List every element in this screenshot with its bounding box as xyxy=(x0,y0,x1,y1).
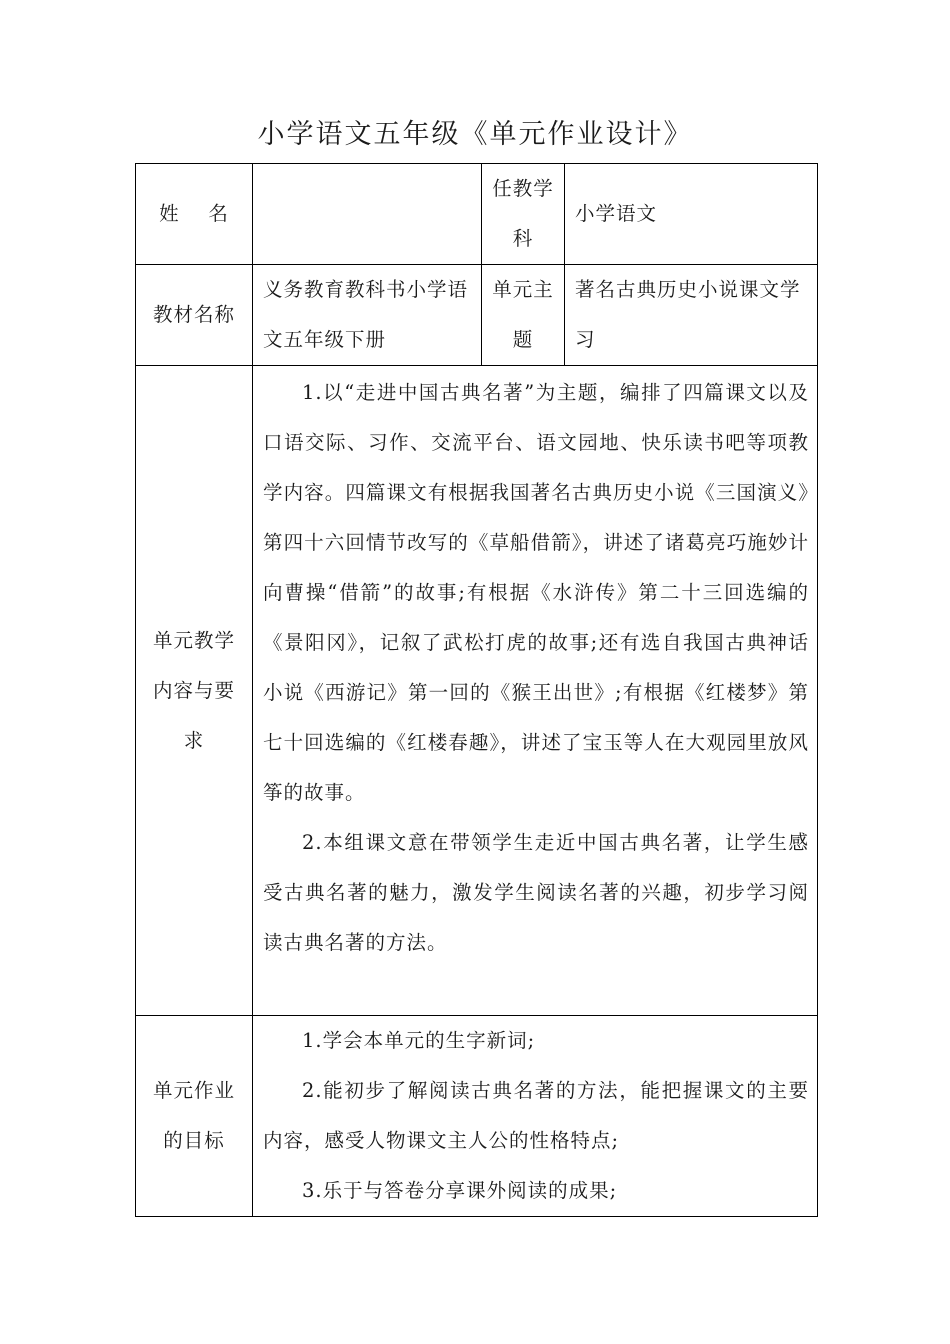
content-label: 单元教学内容与要求 xyxy=(136,366,253,1016)
goal-item-3: 3.乐于与答卷分享课外阅读的成果; xyxy=(302,1179,618,1202)
content-paragraph-1: 1.以“走进中国古典名著”为主题，编排了四篇课文以及口语交际、习作、交流平台、语文园地、快乐读书吧等项教学内容。四篇课文有根据我国著名古典历史小说《三国演义》第四十六回情节改写的《草船借箭》，讲述了诸葛亮巧施妙计向曹操“借箭”的故事;有根据《水浒传》第二十三回选编的《景阳冈》，记叙了武松打虎的故事;还有选自我国古典神话小说《西游记》第一回的《猴王出世》;有根据《红楼梦》第七十回选编的《红楼春趣》，讲述了宝玉等人在大观园里放风筝的故事。 xyxy=(263,381,809,804)
name-value[interactable] xyxy=(253,164,482,265)
content-body[interactable] xyxy=(253,366,818,1016)
content-paragraph-2: 2.本组课文意在带领学生走近中国古典名著，让学生感受古典名著的魅力，激发学生阅读名著的兴趣，初步学习阅读古典名著的方法。 xyxy=(263,831,809,954)
goal-item-2: 2.能初步了解阅读古典名著的方法，能把握课文的主要内容，感受人物课文主人公的性格特点; xyxy=(263,1079,809,1152)
row-goals xyxy=(136,1016,818,1217)
textbook-label: 教材名称 xyxy=(136,265,253,366)
row-content xyxy=(136,366,818,1016)
theme-label: 单元主题 xyxy=(482,265,565,366)
name-label: 姓 名 xyxy=(136,164,253,265)
goal-item-1: 1.学会本单元的生字新词; xyxy=(302,1029,536,1052)
textbook-value[interactable]: 义务教育教科书小学语文五年级下册 xyxy=(253,265,482,366)
goals-label: 单元作业的目标 xyxy=(136,1016,253,1217)
subject-value[interactable]: 小学语文 xyxy=(565,164,818,265)
goals-body[interactable] xyxy=(253,1016,818,1217)
unit-design-form xyxy=(135,163,818,1217)
document-title: 小学语文五年级《单元作业设计》 xyxy=(257,119,693,150)
row-textbook xyxy=(136,265,818,366)
theme-value[interactable]: 著名古典历史小说课文学习 xyxy=(565,265,818,366)
subject-label: 任教学科 xyxy=(482,164,565,265)
row-teacher xyxy=(136,164,818,265)
